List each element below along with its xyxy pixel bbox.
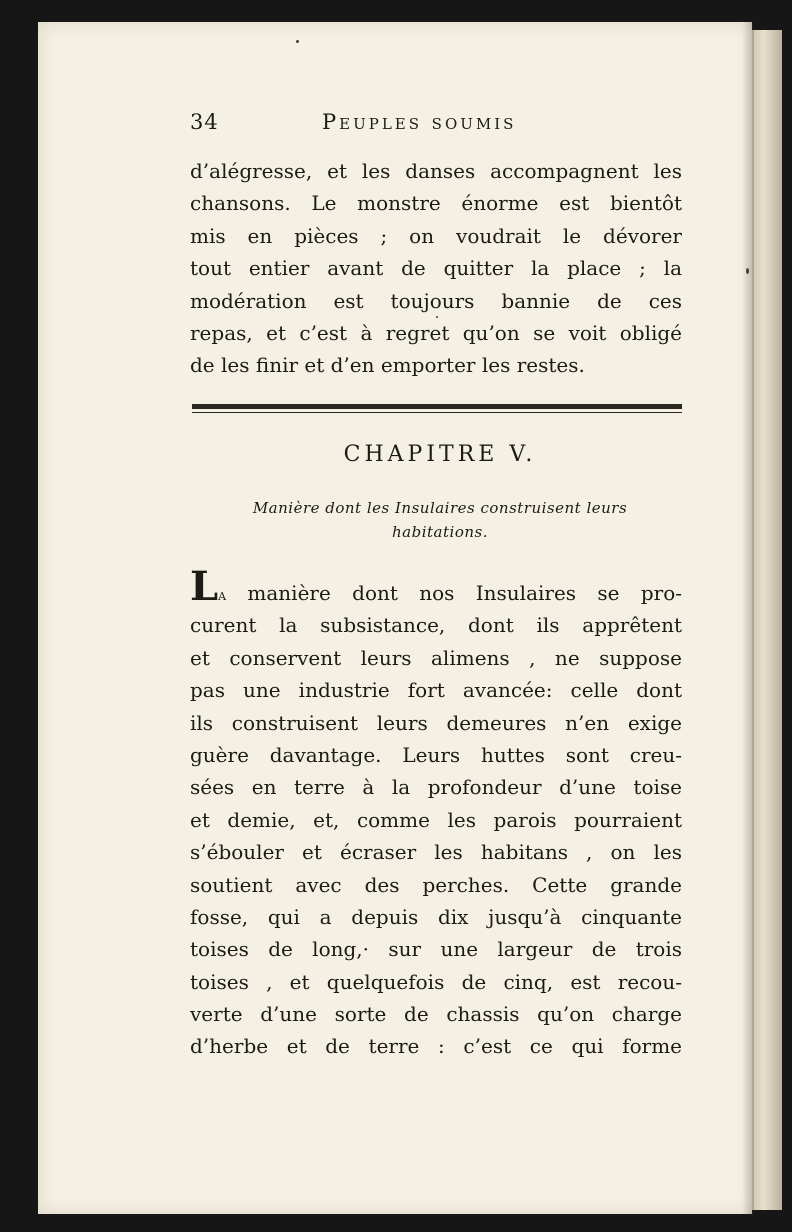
text-line: pas une industrie fort avancée: celle dont bbox=[190, 678, 682, 703]
text-line: d’alégresse, et les danses accompagnent les bbox=[190, 159, 682, 183]
binding-shadow bbox=[742, 22, 754, 1214]
rule-thick bbox=[192, 404, 682, 409]
text-line: verte d’une sorte de chassis qu’on charge bbox=[190, 1002, 682, 1027]
first-line-text: manière dont nos Insulaires se pro- bbox=[226, 581, 682, 605]
small-caps-letter: a bbox=[218, 585, 227, 604]
text-line: guère davantage. Leurs huttes sont creu- bbox=[190, 742, 682, 767]
paragraph-continued bbox=[190, 155, 682, 382]
rule-thin bbox=[192, 412, 682, 413]
drop-cap: L bbox=[190, 563, 219, 610]
running-title: Peuples soumis bbox=[322, 110, 517, 134]
text-line: s’ébouler et écraser les habitans , on les bbox=[190, 840, 682, 865]
chapter-subtitle bbox=[210, 496, 670, 544]
text-line: toises , et quelquefois de cinq, est recou- bbox=[190, 969, 682, 994]
text-line: curent la subsistance, dont ils apprêtent bbox=[190, 613, 682, 638]
subtitle-line: habitations. bbox=[392, 523, 488, 541]
text-line: sées en terre à la profondeur d’une toise bbox=[190, 775, 682, 800]
text-line: modération est toujours bannie de ces bbox=[190, 288, 682, 313]
text-line: ils construisent leurs demeures n’en exige bbox=[190, 710, 682, 735]
subtitle-line: Manière dont les Insulaires construisent leurs bbox=[252, 499, 628, 517]
paragraph-chapter-start bbox=[190, 563, 682, 1063]
text-line: chansons. Le monstre énorme est bientôt bbox=[190, 191, 682, 216]
paper-speck bbox=[746, 268, 749, 274]
text-line: fosse, qui a depuis dix jusqu’à cinquante bbox=[190, 904, 682, 929]
text-line: mis en pièces ; on voudrait le dévorer bbox=[190, 223, 682, 248]
ornamental-rule bbox=[192, 404, 682, 414]
text-line: de les finir et d’en emporter les restes. bbox=[190, 353, 585, 378]
page-number: 34 bbox=[190, 110, 219, 134]
chapter-heading: CHAPITRE V. bbox=[343, 442, 537, 467]
text-line: soutient avec des perches. Cette grande bbox=[190, 872, 682, 897]
text-line: et demie, et, comme les parois pourraient bbox=[190, 807, 682, 832]
text-line: toises de long,· sur une largeur de trois bbox=[190, 937, 682, 962]
adjacent-page-edge bbox=[752, 30, 782, 1210]
text-line: tout entier avant de quitter la place ; la bbox=[190, 256, 682, 281]
text-line: d’herbe et de terre : c’est ce qui forme bbox=[190, 1034, 682, 1059]
paper-speck bbox=[436, 316, 438, 318]
first-line bbox=[190, 563, 682, 610]
paper-speck bbox=[296, 40, 299, 43]
text-line: et conservent leurs alimens , ne suppose bbox=[190, 645, 682, 670]
text-line: repas, et c’est à regret qu’on se voit obligé bbox=[190, 320, 682, 345]
